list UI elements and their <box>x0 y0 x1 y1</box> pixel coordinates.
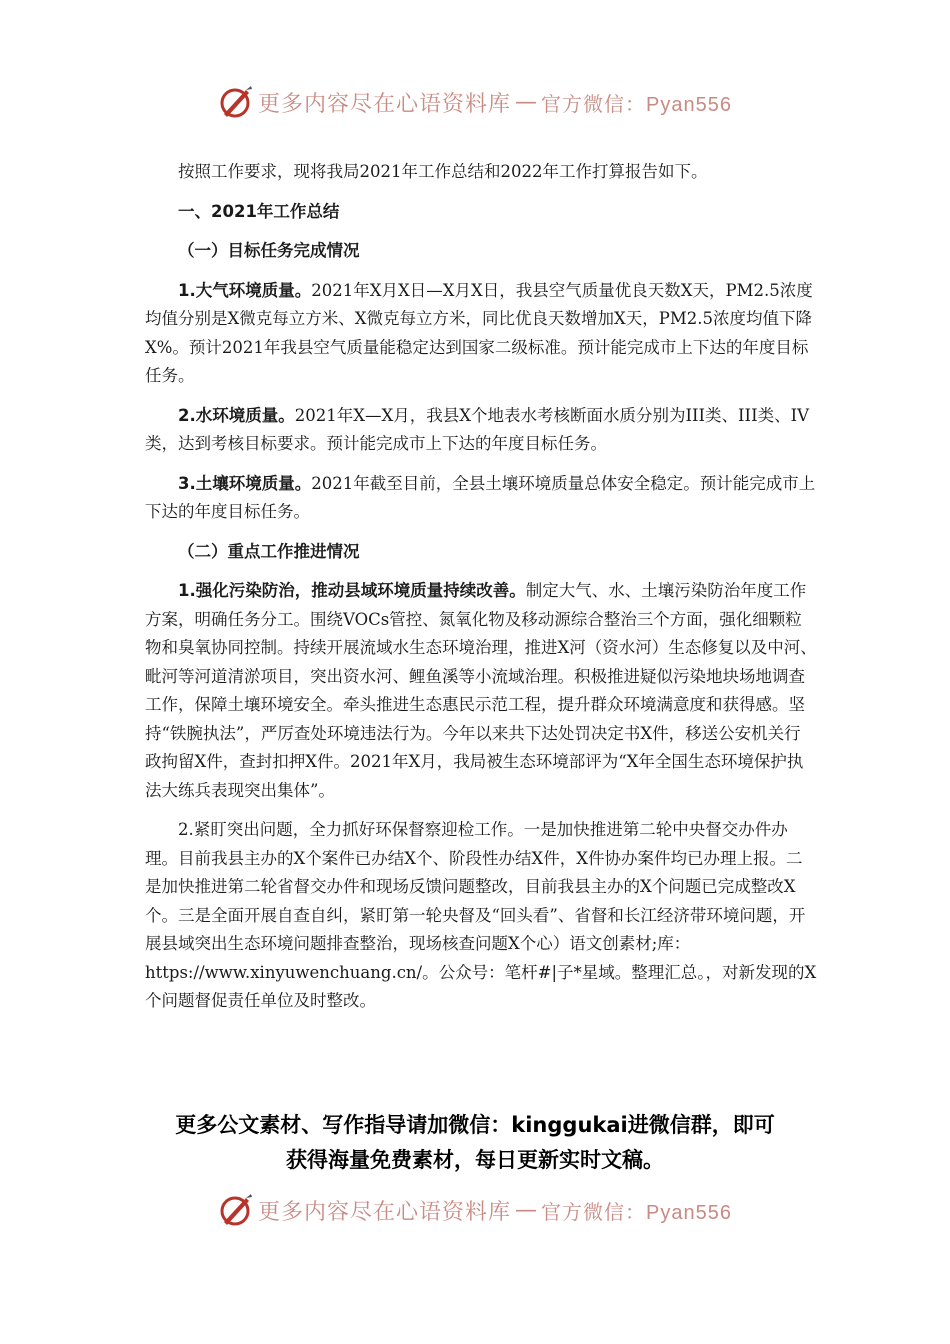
promo-line: 获得海量免费素材，每日更新实时文稿。 <box>286 1148 664 1172</box>
intro-paragraph: 按照工作要求，现将我局2021年工作总结和2022年工作打算报告如下。 <box>178 162 708 181</box>
pen-logo-icon <box>218 1192 254 1228</box>
body-text: 2021年X月X日—X月X日，我县空气质量优良天数X天，PM2.5浓度均值分别是X微克每立方米、X微克每立方米，同比优良天数增加X天，PM2.5浓度均值下降X%。预计2021年我县空气质量能稳定达到国家二级标准。预计能完成市上下达的年度目标任务。 <box>145 280 813 385</box>
brand-name: 更多内容尽在心语资料库 <box>258 1199 512 1225</box>
paragraph-soil-quality <box>145 470 817 527</box>
wechat-contact: 官方微信：Pyan556 <box>541 1201 732 1224</box>
body-text: 2021年X—X月，我县X个地表水考核断面水质分别为III类、III类、IV类，达到考核目标要求。预计能完成市上下达的年度目标任务。 <box>145 405 810 453</box>
body-text: 制定大气、水、土壤污染防治年度工作方案，明确任务分工。围绕VOCs管控、氮氧化物及移动源综合整治三个方面，强化细颗粒物和臭氧协同控制。持续开展流域水生态环境治理，推进X河（资水河）生态修复以及中河、毗河等河道清淤项目，突出资水河、鲤鱼溪等小流域治理。积极推进疑似污染地块场地调查工作，保障土壤环境安全。牵头推进生态惠民示范工程，提升群众环境满意度和获得感。坚持“铁腕执法”，严厉查处环境违法行为。今年以来共下达处罚决定书X件，移送公安机关行政拘留X件，查封扣押X件。2021年X月，我局被生态环境部评为“X年全国生态环境保护执法大练兵表现突出集体”。 <box>145 581 817 800</box>
subsection-title: （二）重点工作推进情况 <box>178 541 360 561</box>
body-text: 2021年截至目前，全县土壤环境质量总体安全稳定。预计能完成市上下达的年度目标任务。 <box>145 473 816 521</box>
footer-banner <box>0 1190 950 1230</box>
header-banner <box>0 82 950 122</box>
subsection-title: （一）目标任务完成情况 <box>178 241 360 260</box>
paragraph-pollution-control <box>145 577 817 805</box>
paragraph-water-quality <box>145 402 817 459</box>
document-body <box>145 158 817 1027</box>
wechat-contact: 官方微信：Pyan556 <box>541 93 732 116</box>
paragraph-air-quality <box>145 277 817 391</box>
pen-logo-icon <box>218 84 254 120</box>
banner-separator: — <box>515 89 538 115</box>
brand-name: 更多内容尽在心语资料库 <box>258 91 512 117</box>
lead-text: 2.水环境质量。 <box>178 405 295 425</box>
promo-notice <box>0 1108 950 1178</box>
lead-text: 1.大气环境质量。 <box>178 280 312 300</box>
banner-separator: — <box>515 1197 538 1223</box>
lead-text: 3.土壤环境质量。 <box>178 473 312 493</box>
promo-line: 更多公文素材、写作指导请加微信：kinggukai进微信群，即可 <box>175 1113 775 1137</box>
paragraph-inspection: 2.紧盯突出问题，全力抓好环保督察迎检工作。一是加快推进第二轮中央督交办件办理。目前我县主办的X个案件已办结X个、阶段性办结X件，X件协办案件均已办理上报。二是加快推进第二轮省督交办件和现场反馈问题整改，目前我县主办的X个问题已完成整改X个。三是全面开展自查自纠，紧盯第一轮央督及“回头看”、省督和长江经济带环境问题，开展县域突出生态环境问题排查整治，现场核查问题X个心）语文创素材;库：https://www.xinyuwenchuang.cn/。公众号：笔杆#|子*星域。整理汇总。，对新发现的X个问题督促责任单位及时整改。 <box>145 820 817 1010</box>
section-title: 一、2021年工作总结 <box>178 201 340 221</box>
lead-text: 1.强化污染防治，推动县域环境质量持续改善。 <box>178 581 526 600</box>
